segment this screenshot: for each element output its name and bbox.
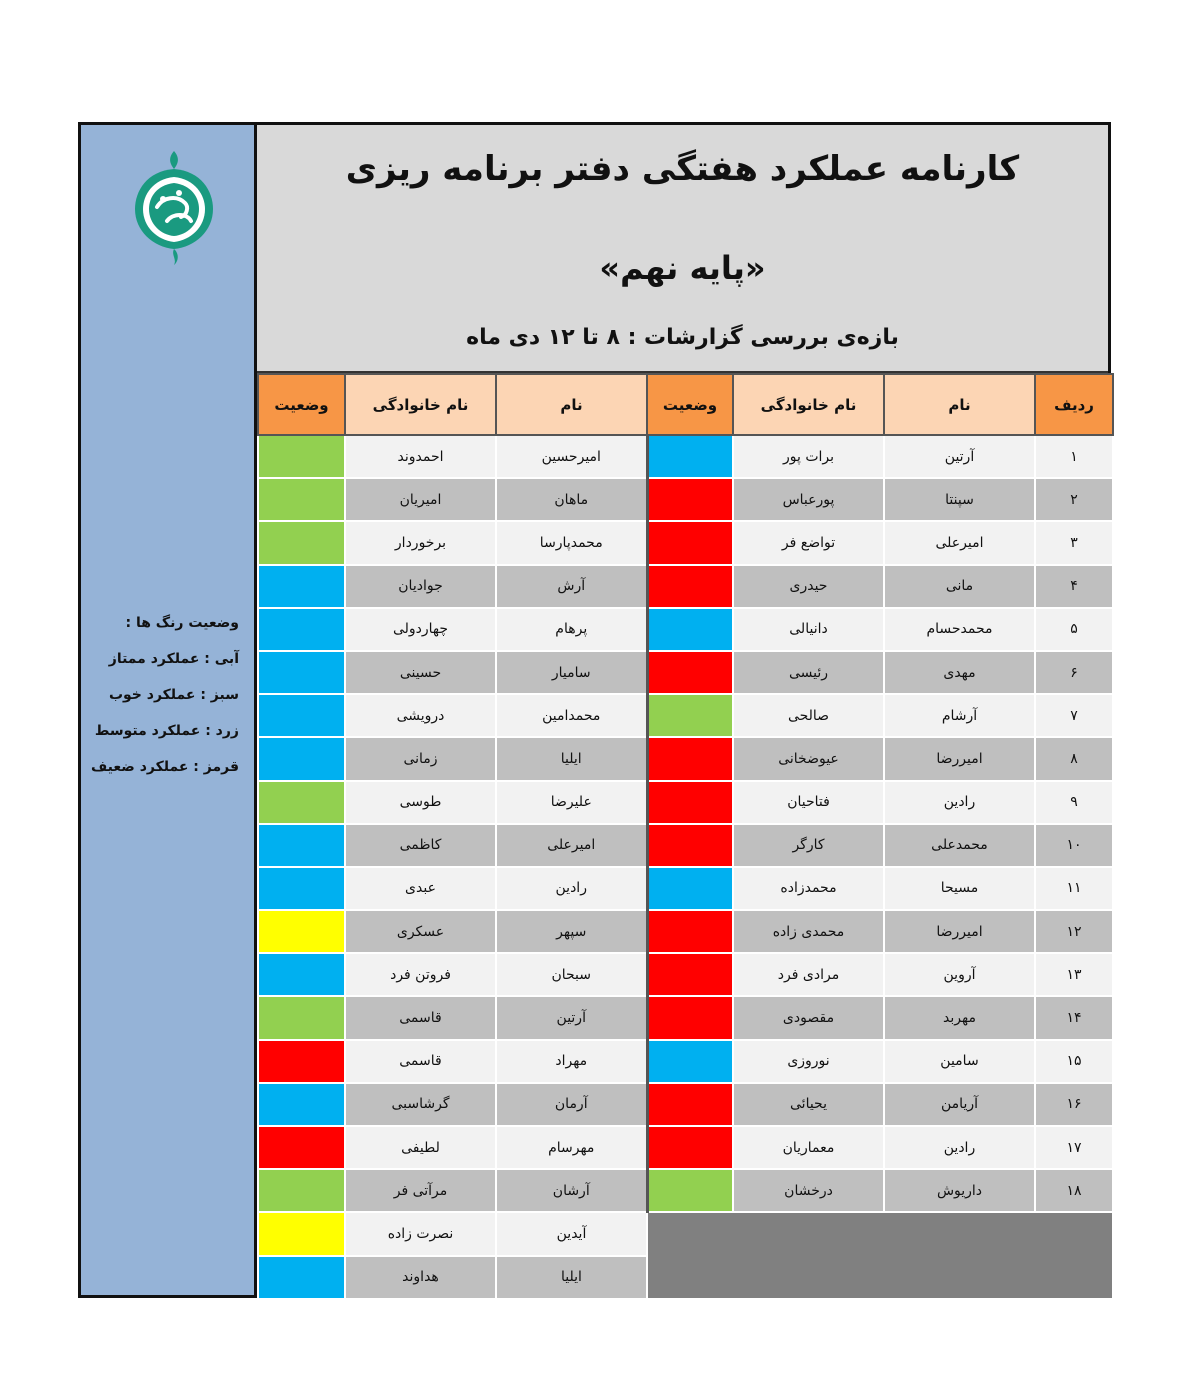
- legend-red: قرمز : عملکرد ضعیف: [91, 759, 239, 775]
- student-family: درخشان: [733, 1169, 884, 1212]
- table-row: [258, 910, 1113, 953]
- row-number: ۱۱: [1035, 867, 1113, 910]
- legend-blue: آبی : عملکرد ممتاز: [108, 651, 239, 667]
- student-family: رئیسی: [733, 651, 884, 694]
- status-cell: [647, 521, 733, 564]
- header-status: وضعیت: [647, 374, 733, 435]
- student-name: رادین: [884, 781, 1035, 824]
- status-cell: [258, 1083, 345, 1126]
- student-name: سامیار: [496, 651, 647, 694]
- student-family: قاسمی: [345, 1040, 496, 1083]
- student-family: برخوردار: [345, 521, 496, 564]
- legend-green: سبز : عملکرد خوب: [108, 687, 239, 703]
- status-cell: [647, 478, 733, 521]
- status-cell: [258, 824, 345, 867]
- table-row: [258, 478, 1113, 521]
- table-row: [258, 867, 1113, 910]
- student-name: آرش: [496, 565, 647, 608]
- grade-title: «پایه نهم»: [599, 249, 766, 287]
- status-cell: [258, 651, 345, 694]
- table-row: [258, 953, 1113, 996]
- table-row: [258, 737, 1113, 780]
- student-name: محمدحسام: [884, 608, 1035, 651]
- student-name: امیرعلی: [496, 824, 647, 867]
- status-cell: [258, 910, 345, 953]
- student-family: صالحی: [733, 694, 884, 737]
- students-table: [257, 373, 1114, 1300]
- student-family: دانیالی: [733, 608, 884, 651]
- student-name: مهراد: [496, 1040, 647, 1083]
- table-row: [258, 651, 1113, 694]
- student-family: مقصودی: [733, 996, 884, 1039]
- student-name: امیررضا: [884, 737, 1035, 780]
- student-name: آرمان: [496, 1083, 647, 1126]
- status-cell: [258, 1169, 345, 1212]
- student-name: سپنتا: [884, 478, 1035, 521]
- student-name: علیرضا: [496, 781, 647, 824]
- student-family: حیدری: [733, 565, 884, 608]
- student-name: سپهر: [496, 910, 647, 953]
- row-number: ۸: [1035, 737, 1113, 780]
- student-family: محمدزاده: [733, 867, 884, 910]
- student-family: نوروزی: [733, 1040, 884, 1083]
- header-name-2: نام: [496, 374, 647, 435]
- report-header: [257, 125, 1108, 373]
- student-name: مهرسام: [496, 1126, 647, 1169]
- row-number: ۲: [1035, 478, 1113, 521]
- status-cell: [258, 694, 345, 737]
- student-family: تواضع فر: [733, 521, 884, 564]
- table-row: [258, 824, 1113, 867]
- status-cell: [258, 478, 345, 521]
- student-name: محمدعلی: [884, 824, 1035, 867]
- row-number: ۱۴: [1035, 996, 1113, 1039]
- student-family: مرآتی فر: [345, 1169, 496, 1212]
- student-family: طوسی: [345, 781, 496, 824]
- student-family: کاظمی: [345, 824, 496, 867]
- student-family: پورعباس: [733, 478, 884, 521]
- status-cell: [647, 737, 733, 780]
- table-row: [258, 565, 1113, 608]
- status-cell: [647, 565, 733, 608]
- row-number: ۱۵: [1035, 1040, 1113, 1083]
- row-number: ۷: [1035, 694, 1113, 737]
- empty-cell: [647, 1212, 1113, 1298]
- header-family: نام خانوادگی: [733, 374, 884, 435]
- table-header-row: [258, 374, 1113, 435]
- student-family: یحیائی: [733, 1083, 884, 1126]
- table-row: [258, 1040, 1113, 1083]
- review-period: بازه‌ی بررسی گزارشات : ۸ تا ۱۲ دی ماه: [466, 325, 899, 350]
- table-row: [258, 1169, 1113, 1212]
- student-family: درویشی: [345, 694, 496, 737]
- status-cell: [258, 953, 345, 996]
- student-name: رادین: [496, 867, 647, 910]
- student-family: مرادی فرد: [733, 953, 884, 996]
- student-name: سامین: [884, 1040, 1035, 1083]
- student-name: ایلیا: [496, 1256, 647, 1299]
- status-cell: [647, 824, 733, 867]
- student-name: امیرحسین: [496, 435, 647, 478]
- row-number: ۵: [1035, 608, 1113, 651]
- student-name: آرتین: [496, 996, 647, 1039]
- student-family: حسینی: [345, 651, 496, 694]
- table-row: [258, 521, 1113, 564]
- row-number: ۱۸: [1035, 1169, 1113, 1212]
- student-name: سبحان: [496, 953, 647, 996]
- student-name: امیرعلی: [884, 521, 1035, 564]
- student-family: زمانی: [345, 737, 496, 780]
- student-name: آیدین: [496, 1212, 647, 1255]
- student-family: جوادیان: [345, 565, 496, 608]
- table-row: [258, 1083, 1113, 1126]
- student-family: فروتن فرد: [345, 953, 496, 996]
- table-row: [258, 781, 1113, 824]
- status-cell: [647, 651, 733, 694]
- header-status-2: وضعیت: [258, 374, 345, 435]
- student-name: ماهان: [496, 478, 647, 521]
- student-name: آرشان: [496, 1169, 647, 1212]
- student-name: آرتین: [884, 435, 1035, 478]
- student-family: فتاحیان: [733, 781, 884, 824]
- student-name: محمدپارسا: [496, 521, 647, 564]
- status-cell: [258, 608, 345, 651]
- student-name: مانی: [884, 565, 1035, 608]
- status-cell: [258, 1212, 345, 1255]
- student-name: مسیحا: [884, 867, 1035, 910]
- table-row: [258, 1212, 1113, 1255]
- status-cell: [647, 1126, 733, 1169]
- status-cell: [258, 565, 345, 608]
- status-cell: [258, 867, 345, 910]
- student-family: احمدوند: [345, 435, 496, 478]
- student-family: هداوند: [345, 1256, 496, 1299]
- student-name: داریوش: [884, 1169, 1035, 1212]
- student-name: ایلیا: [496, 737, 647, 780]
- student-family: محمدی زاده: [733, 910, 884, 953]
- status-cell: [647, 1083, 733, 1126]
- status-cell: [258, 435, 345, 478]
- status-cell: [258, 521, 345, 564]
- student-family: برات پور: [733, 435, 884, 478]
- row-number: ۱۲: [1035, 910, 1113, 953]
- status-cell: [258, 996, 345, 1039]
- student-family: کارگر: [733, 824, 884, 867]
- header-family-2: نام خانوادگی: [345, 374, 496, 435]
- status-cell: [647, 1169, 733, 1212]
- status-cell: [647, 1040, 733, 1083]
- student-name: مهربد: [884, 996, 1035, 1039]
- status-cell: [647, 996, 733, 1039]
- student-family: عبدی: [345, 867, 496, 910]
- student-name: آروین: [884, 953, 1035, 996]
- row-number: ۱۶: [1035, 1083, 1113, 1126]
- student-name: مهدی: [884, 651, 1035, 694]
- sidebar: [81, 125, 254, 1295]
- student-name: آریامن: [884, 1083, 1035, 1126]
- table-row: [258, 608, 1113, 651]
- status-cell: [258, 781, 345, 824]
- school-logo-icon: [127, 147, 221, 267]
- status-cell: [647, 781, 733, 824]
- status-cell: [258, 1040, 345, 1083]
- student-family: نصرت زاده: [345, 1212, 496, 1255]
- student-name: پرهام: [496, 608, 647, 651]
- status-cell: [647, 694, 733, 737]
- student-family: چهاردولی: [345, 608, 496, 651]
- student-name: آرشام: [884, 694, 1035, 737]
- legend-yellow: زرد : عملکرد متوسط: [94, 723, 239, 739]
- color-legend: [89, 605, 239, 785]
- report-title: کارنامه عملکرد هفتگی دفتر برنامه ریزی: [345, 149, 1020, 189]
- table-row: [258, 694, 1113, 737]
- status-cell: [647, 910, 733, 953]
- student-name: محمدامین: [496, 694, 647, 737]
- main-area: [254, 125, 1108, 1295]
- header-radif: ردیف: [1035, 374, 1113, 435]
- row-number: ۴: [1035, 565, 1113, 608]
- student-name: رادین: [884, 1126, 1035, 1169]
- legend-heading: وضعیت رنگ ها :: [125, 615, 239, 631]
- report-card-frame: [78, 122, 1111, 1298]
- table-body: [258, 435, 1113, 1299]
- row-number: ۳: [1035, 521, 1113, 564]
- student-family: امیریان: [345, 478, 496, 521]
- status-cell: [647, 953, 733, 996]
- status-cell: [258, 737, 345, 780]
- row-number: ۱: [1035, 435, 1113, 478]
- student-family: لطیفی: [345, 1126, 496, 1169]
- student-family: گرشاسبی: [345, 1083, 496, 1126]
- student-family: معماریان: [733, 1126, 884, 1169]
- table-row: [258, 1126, 1113, 1169]
- student-family: عسکری: [345, 910, 496, 953]
- row-number: ۱۳: [1035, 953, 1113, 996]
- row-number: ۱۷: [1035, 1126, 1113, 1169]
- row-number: ۶: [1035, 651, 1113, 694]
- row-number: ۱۰: [1035, 824, 1113, 867]
- header-name: نام: [884, 374, 1035, 435]
- student-family: عیوضخانی: [733, 737, 884, 780]
- table-row: [258, 435, 1113, 478]
- status-cell: [647, 867, 733, 910]
- row-number: ۹: [1035, 781, 1113, 824]
- student-family: قاسمی: [345, 996, 496, 1039]
- student-name: امیررضا: [884, 910, 1035, 953]
- status-cell: [258, 1256, 345, 1299]
- status-cell: [647, 435, 733, 478]
- status-cell: [647, 608, 733, 651]
- status-cell: [258, 1126, 345, 1169]
- table-row: [258, 996, 1113, 1039]
